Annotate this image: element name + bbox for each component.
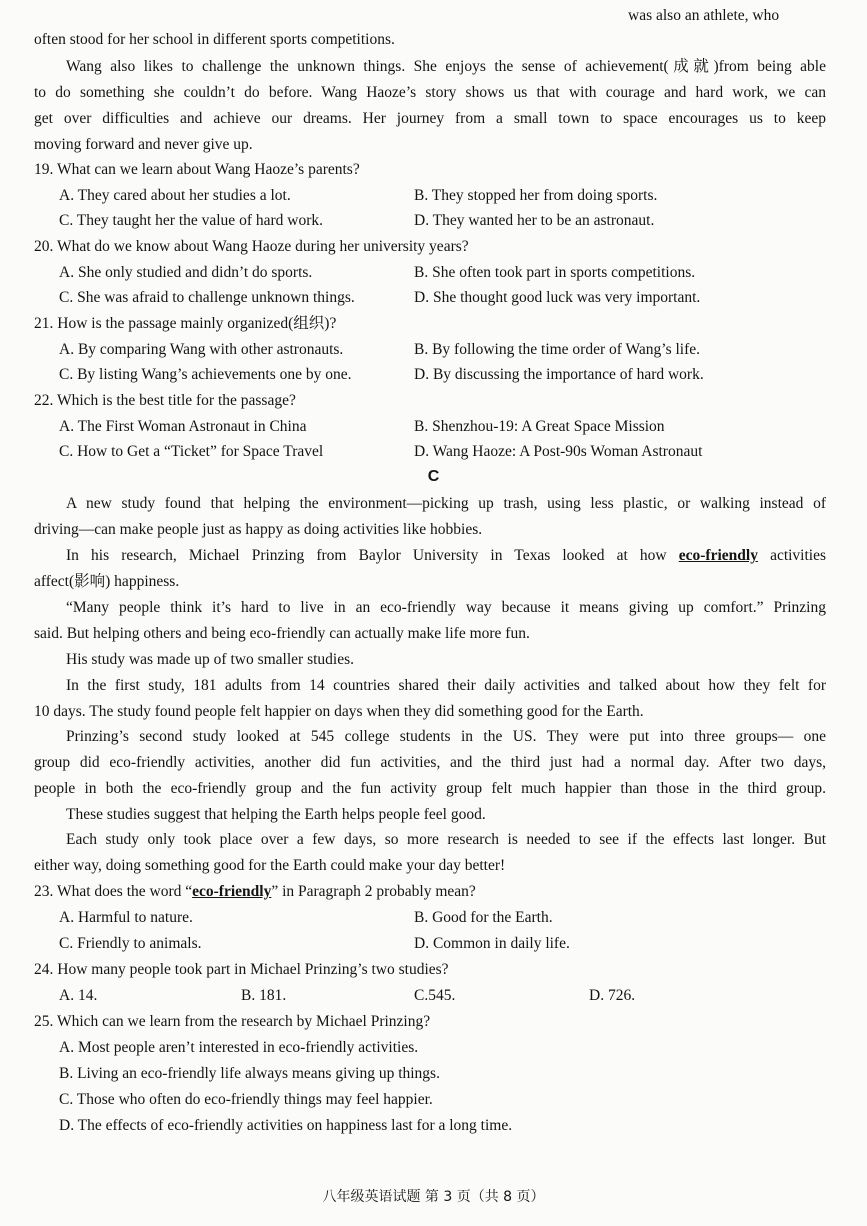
question-20: 20. What do we know about Wang Haoze during her university years? bbox=[34, 238, 469, 255]
q21-option-d: D. By discussing the importance of hard work. bbox=[414, 366, 704, 383]
section-c-p6-line: Prinzing’s second study looked at 545 college students in the US. They were put into three groups— one bbox=[66, 728, 826, 745]
q20-option-c: C. She was afraid to challenge unknown things. bbox=[59, 289, 355, 306]
section-c-p3-line: said. But helping others and being eco-friendly can actually make life more fun. bbox=[34, 625, 530, 642]
q25-option-c: C. Those who often do eco-friendly things may feel happier. bbox=[59, 1091, 433, 1108]
q21-option-c: C. By listing Wang’s achievements one by one. bbox=[59, 366, 352, 383]
question-19: 19. What can we learn about Wang Haoze’s parents? bbox=[34, 161, 360, 178]
section-c-p2-line: affect(影响) happiness. bbox=[34, 573, 180, 590]
q20-option-b: B. She often took part in sports competitions. bbox=[414, 264, 696, 281]
q24-option-b: B. 181. bbox=[241, 987, 287, 1004]
q22-option-d: D. Wang Haoze: A Post-90s Woman Astronaut bbox=[414, 443, 703, 460]
section-c-p7: These studies suggest that helping the Earth helps people feel good. bbox=[66, 806, 486, 823]
section-c-p2-line bbox=[66, 546, 826, 566]
q24-option-c: C.545. bbox=[414, 987, 456, 1004]
section-c-p6-line: people in both the eco-friendly group and the fun activity group felt much happier than those in the third group. bbox=[34, 780, 826, 797]
question-21: 21. How is the passage mainly organized(组织)? bbox=[34, 315, 337, 332]
q23-option-a: A. Harmful to nature. bbox=[59, 909, 193, 926]
q25-option-b: B. Living an eco-friendly life always means giving up things. bbox=[59, 1065, 440, 1082]
p2-end-text: activities bbox=[770, 547, 827, 564]
section-c-p5-line: 10 days. The study found people felt happier on days when they did something good for the Earth. bbox=[34, 703, 644, 720]
q21-option-a: A. By comparing Wang with other astronauts. bbox=[59, 341, 344, 358]
section-c-p8-line: either way, doing something good for the Earth could make your day better! bbox=[34, 857, 506, 874]
section-c-p1-line: driving—can make people just as happy as doing activities like hobbies. bbox=[34, 521, 483, 538]
question-23 bbox=[34, 882, 476, 902]
question-25: 25. Which can we learn from the research by Michael Prinzing? bbox=[34, 1013, 431, 1030]
question-24: 24. How many people took part in Michael Prinzing’s two studies? bbox=[34, 961, 449, 978]
section-c-p5-line: In the first study, 181 adults from 14 countries shared their daily activities and talked about how they felt for bbox=[66, 677, 826, 694]
page-footer: 八年级英语试题 第 3 页（共 8 页） bbox=[322, 1189, 545, 1205]
q22-option-b: B. Shenzhou-19: A Great Space Mission bbox=[414, 418, 665, 435]
top-line-fragment: was also an athlete, who bbox=[628, 7, 780, 24]
passage-b-paragraph-line: to do something she couldn’t do before. Wang Haoze’s story shows us that with courage and hard work, we can bbox=[34, 84, 826, 101]
q21-option-b: B. By following the time order of Wang’s life. bbox=[414, 341, 701, 358]
q19-option-a: A. They cared about her studies a lot. bbox=[59, 187, 291, 204]
question-22: 22. Which is the best title for the passage? bbox=[34, 392, 296, 409]
section-c-p8-line: Each study only took place over a few days, so more research is needed to see if the effects last longer. But bbox=[66, 831, 826, 848]
q19-option-d: D. They wanted her to be an astronaut. bbox=[414, 212, 655, 229]
q23-option-b: B. Good for the Earth. bbox=[414, 909, 553, 926]
passage-b-continuation: often stood for her school in different sports competitions. bbox=[34, 31, 395, 48]
q25-option-d: D. The effects of eco-friendly activities on happiness last for a long time. bbox=[59, 1117, 513, 1134]
q23-term: eco-friendly bbox=[192, 883, 272, 900]
q23-option-d: D. Common in daily life. bbox=[414, 935, 570, 952]
section-c-p1-line: A new study found that helping the environment—picking up trash, using less plastic, or walking instead of bbox=[66, 495, 826, 512]
q23-option-c: C. Friendly to animals. bbox=[59, 935, 202, 952]
section-c-heading: C bbox=[427, 468, 440, 485]
section-c-p4: His study was made up of two smaller studies. bbox=[66, 651, 355, 668]
q24-option-d: D. 726. bbox=[589, 987, 636, 1004]
q23-text-start: 23. What does the word “ bbox=[34, 883, 193, 900]
q22-option-c: C. How to Get a “Ticket” for Space Travel bbox=[59, 443, 324, 460]
q25-option-a: A. Most people aren’t interested in eco-friendly activities. bbox=[59, 1039, 419, 1056]
q20-option-a: A. She only studied and didn’t do sports. bbox=[59, 264, 313, 281]
p2-start-text: In his research, Michael Prinzing from Baylor University in Texas looked at how bbox=[66, 547, 667, 564]
q19-option-c: C. They taught her the value of hard work. bbox=[59, 212, 323, 229]
section-c-p6-line: group did eco-friendly activities, another did fun activities, and the third just had a normal day. After two days, bbox=[34, 754, 826, 771]
section-c-p3-line: “Many people think it’s hard to live in an eco-friendly way because it means giving up comfort.” Prinzing bbox=[66, 599, 826, 616]
passage-b-paragraph-line: get over difficulties and achieve our dreams. Her journey from a small town to space encourages us to keep bbox=[34, 110, 826, 127]
passage-b-paragraph-line: moving forward and never give up. bbox=[34, 136, 253, 153]
q20-option-d: D. She thought good luck was very important. bbox=[414, 289, 701, 306]
passage-b-paragraph-line: Wang also likes to challenge the unknown things. She enjoys the sense of achievement(成就)from being able bbox=[66, 58, 826, 75]
q22-option-a: A. The First Woman Astronaut in China bbox=[59, 418, 307, 435]
eco-friendly-term: eco-friendly bbox=[678, 547, 758, 564]
q23-text-end: ” in Paragraph 2 probably mean? bbox=[271, 883, 476, 900]
q19-option-b: B. They stopped her from doing sports. bbox=[414, 187, 658, 204]
q24-option-a: A. 14. bbox=[59, 987, 98, 1004]
